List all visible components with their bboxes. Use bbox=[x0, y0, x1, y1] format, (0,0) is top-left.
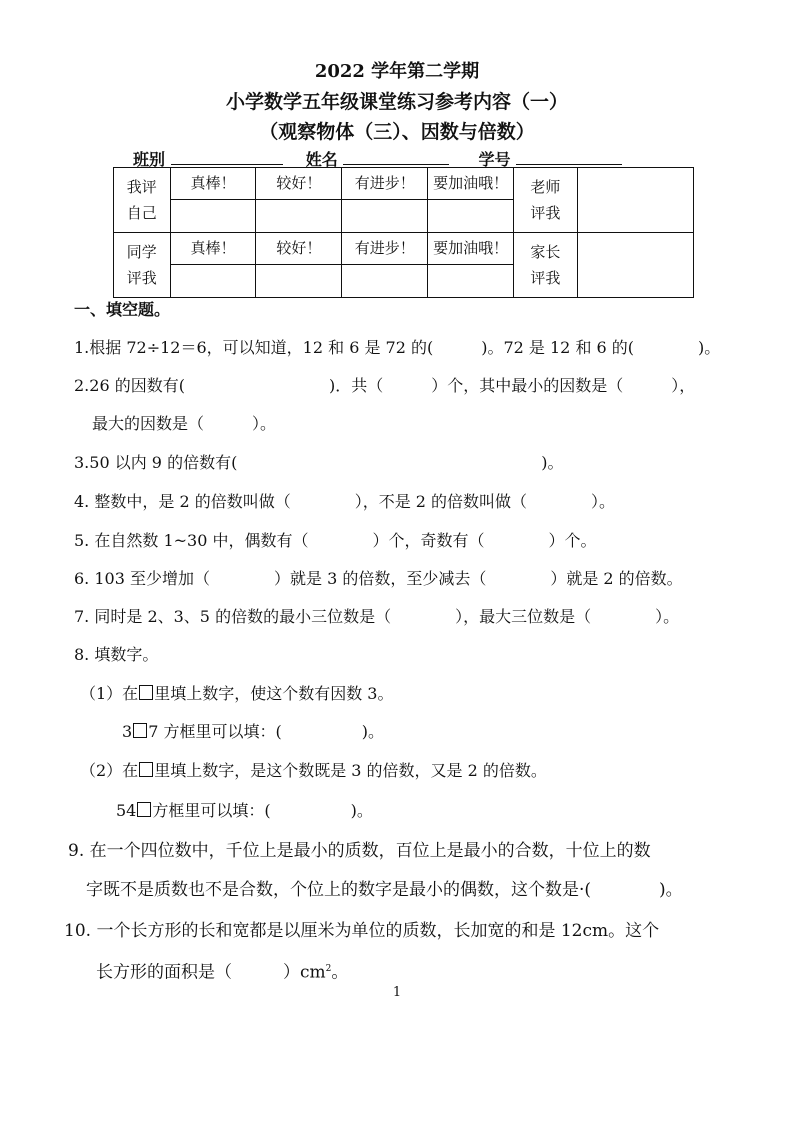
teacher-eval-label bbox=[514, 168, 578, 233]
self-option-excellent: 真棒！ bbox=[170, 168, 256, 200]
parent-eval-label-2: 评我 bbox=[530, 269, 561, 287]
peer-mark-1[interactable] bbox=[170, 265, 256, 298]
page-number: 1 bbox=[392, 985, 402, 1000]
worksheet-subtitle: （观察物体（三）、因数与倍数） bbox=[259, 121, 535, 143]
square-box-icon bbox=[137, 802, 151, 817]
parent-eval-label bbox=[514, 233, 578, 298]
peer-eval-label-1: 同学 bbox=[126, 243, 157, 261]
question-10-line-2 bbox=[96, 958, 348, 984]
student-id-label: 学号 bbox=[478, 150, 511, 169]
parent-eval-label-1: 家长 bbox=[530, 243, 561, 261]
self-eval-label-1: 我评 bbox=[126, 178, 157, 196]
worksheet-title: 小学数学五年级课堂练习参考内容（一） bbox=[225, 91, 568, 113]
class-label: 班别 bbox=[133, 150, 166, 169]
teacher-eval-label-1: 老师 bbox=[530, 178, 561, 196]
section-title: 一、填空题。 bbox=[74, 300, 171, 319]
peer-option-work-harder: 要加油哦！ bbox=[428, 233, 514, 265]
question-4: 4. 整数中，是 2 的倍数叫做（ ），不是 2 的倍数叫做（ ）。 bbox=[74, 492, 616, 511]
question-5: 5. 在自然数 1~30 中，偶数有（ ）个，奇数有（ ）个。 bbox=[74, 531, 597, 550]
question-9-line-1: 9. 在一个四位数中，千位上是最小的质数，百位上是最小的合数，十位上的数 bbox=[68, 841, 651, 861]
question-2-line-2: 最大的因数是（ ）。 bbox=[92, 414, 277, 433]
q10-text: 长方形的面积是（ ）cm bbox=[96, 962, 326, 983]
question-1: 1.根据 72÷12＝6，可以知道，12 和 6 是 72 的( )。72 是 12 和 6 的( )。 bbox=[74, 338, 721, 357]
self-mark-1[interactable] bbox=[170, 200, 256, 233]
question-8: 8. 填数字。 bbox=[74, 645, 159, 664]
question-8-part-1-answer bbox=[122, 721, 384, 743]
student-id-blank[interactable] bbox=[516, 150, 622, 165]
q8-1-text: 里填上数字，使这个数有因数 3。 bbox=[154, 684, 394, 703]
self-eval-label-2: 自己 bbox=[126, 204, 157, 222]
self-eval-label bbox=[114, 168, 171, 233]
semester-title: 2022 学年第二学期 bbox=[314, 61, 480, 82]
peer-mark-3[interactable] bbox=[342, 265, 428, 298]
question-10-line-1: 10. 一个长方形的长和宽都是以厘米为单位的质数，长加宽的和是 12cm。这个 bbox=[64, 921, 660, 941]
parent-eval-cell[interactable] bbox=[577, 233, 693, 298]
square-box-icon bbox=[139, 762, 153, 777]
self-option-progress: 有进步！ bbox=[342, 168, 428, 200]
self-mark-2[interactable] bbox=[256, 200, 342, 233]
q8-2-prefix: （2）在 bbox=[80, 761, 139, 780]
q10-end: 。 bbox=[331, 962, 349, 983]
name-blank[interactable] bbox=[343, 150, 449, 165]
question-3: 3.50 以内 9 的倍数有( )。 bbox=[74, 453, 564, 472]
q8-1b-text: 7 方框里可以填：( )。 bbox=[148, 722, 384, 741]
q10-exponent: 2 bbox=[325, 964, 332, 974]
peer-mark-4[interactable] bbox=[428, 265, 514, 298]
peer-eval-label bbox=[114, 233, 171, 298]
q8-2b-prefix: 54 bbox=[116, 801, 137, 820]
teacher-eval-label-2: 评我 bbox=[530, 204, 561, 222]
question-2-line-1: 2.26 的因数有( )．共（ ）个，其中最小的因数是（ ）， bbox=[74, 376, 696, 395]
peer-option-progress: 有进步！ bbox=[342, 233, 428, 265]
question-6: 6. 103 至少增加（ ）就是 3 的倍数，至少减去（ ）就是 2 的倍数。 bbox=[74, 569, 683, 588]
self-option-good: 较好！ bbox=[256, 168, 342, 200]
question-8-part-1 bbox=[80, 683, 393, 705]
question-7: 7. 同时是 2、3、5 的倍数的最小三位数是（ ），最大三位数是（ ）。 bbox=[74, 607, 680, 626]
question-8-part-2 bbox=[80, 760, 547, 782]
square-box-icon bbox=[139, 685, 153, 700]
question-9-line-2: 字既不是质数也不是合数，个位上的数字是最小的偶数，这个数是·( )。 bbox=[86, 880, 683, 900]
peer-option-excellent: 真棒！ bbox=[170, 233, 256, 265]
self-mark-4[interactable] bbox=[428, 200, 514, 233]
q8-2b-text: 方框里可以填：( )。 bbox=[152, 801, 373, 820]
q8-1-prefix: （1）在 bbox=[80, 684, 139, 703]
question-8-part-2-answer bbox=[116, 800, 373, 822]
self-option-work-harder: 要加油哦！ bbox=[428, 168, 514, 200]
square-box-icon bbox=[133, 723, 147, 738]
q8-2-text: 里填上数字，是这个数既是 3 的倍数，又是 2 的倍数。 bbox=[154, 761, 547, 780]
teacher-eval-cell[interactable] bbox=[577, 168, 693, 233]
peer-mark-2[interactable] bbox=[256, 265, 342, 298]
class-blank[interactable] bbox=[171, 150, 283, 165]
evaluation-table bbox=[113, 167, 694, 298]
self-mark-3[interactable] bbox=[342, 200, 428, 233]
peer-option-good: 较好！ bbox=[256, 233, 342, 265]
peer-eval-label-2: 评我 bbox=[126, 269, 157, 287]
q8-1b-prefix: 3 bbox=[122, 722, 133, 741]
name-label: 姓名 bbox=[305, 150, 338, 169]
